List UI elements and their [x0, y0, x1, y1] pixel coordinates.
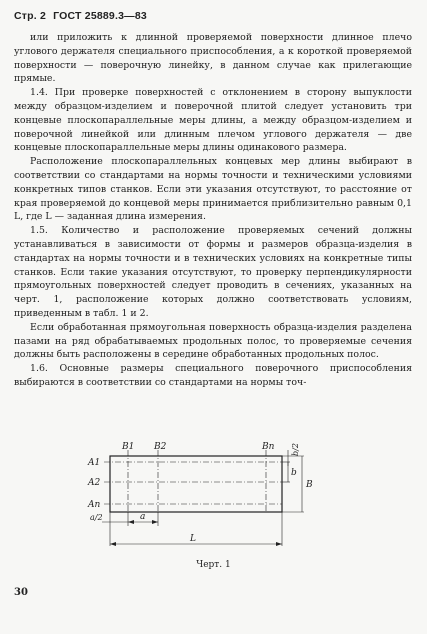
label-a: a — [140, 512, 146, 522]
figure-caption: Черт. 1 — [196, 560, 231, 570]
paragraph: 1.4. При проверке поверхностей с отклонением в сторону выпуклости между образцом-изделием и поверочной плитой следует установить три концевые плоскопараллельные меры длины, а между образцом-изделием и поверочной линейкой или длинным плечом углового держателя — две концевые плоскопараллельные меры длины одинакового размера. — [14, 87, 412, 154]
body-text — [14, 31, 412, 390]
page-label: Стр. 2 — [14, 10, 47, 22]
paragraph: Если обработанная прямоугольная поверхность образца-изделия разделена пазами на ряд обрабатываемых продольных полос, то проверяемые сечения должны быть расположены в середине обработанных продольных полос. — [14, 321, 412, 361]
label-an: An — [88, 500, 101, 510]
label-bn: Bn — [262, 442, 275, 452]
page-number: 30 — [14, 587, 28, 598]
label-b: b — [291, 468, 297, 478]
label-B: B — [306, 480, 313, 490]
arrow-a-left — [128, 520, 134, 524]
label-a2: A2 — [88, 478, 101, 488]
arrow-L-left — [110, 542, 116, 546]
arrow-a-right — [152, 520, 158, 524]
paragraph: 1.5. Количество и расположение проверяемых сечений должны устанавливаться в зависимости от формы и размеров образца-изделия в стандартах на нормы точности и в технических условиях на конкретные типы станков. Если такие указания отсутствуют, то проверку перпендикулярности прямоугольных поверхностей следует проводить в сечениях, указанных на черт. 1, расположение которых должно соответствовать условиям, приведенным в табл. 1 и 2. — [14, 225, 412, 319]
label-b1: B1 — [122, 442, 135, 452]
sample-rectangle — [110, 456, 282, 512]
label-a1: A1 — [88, 458, 101, 468]
paragraph: или приложить к длинной проверяемой поверхности длинное плечо углового держателя специального приспособления, а к короткой проверяемой поверхности — поверочную линейку, в данном случае как прилегающие прямые. — [14, 32, 412, 85]
standard-number: ГОСТ 25889.3—83 — [53, 10, 147, 22]
paragraph: 1.6. Основные размеры специального поверочного приспособления выбираются в соответствии со стандартами на нормы точ- — [14, 363, 412, 388]
label-b-half: b/2 — [291, 443, 300, 456]
page-header — [14, 10, 151, 22]
label-b2: B2 — [154, 442, 167, 452]
label-L: L — [190, 534, 196, 544]
paragraph: Расположение плоскопараллельных концевых мер длины выбирают в соответствии со стандартами на нормы точности и техническими условиями конкретных типов станков. Если эти указания отсутствуют, то расстояние от края проверяемой до концевой меры принимается приблизительно равным 0,1 L, где L — заданная длина измерения. — [14, 156, 412, 223]
arrow-L-right — [276, 542, 282, 546]
figure-1-diagram — [82, 442, 322, 562]
label-a-half: a/2 — [90, 513, 103, 522]
